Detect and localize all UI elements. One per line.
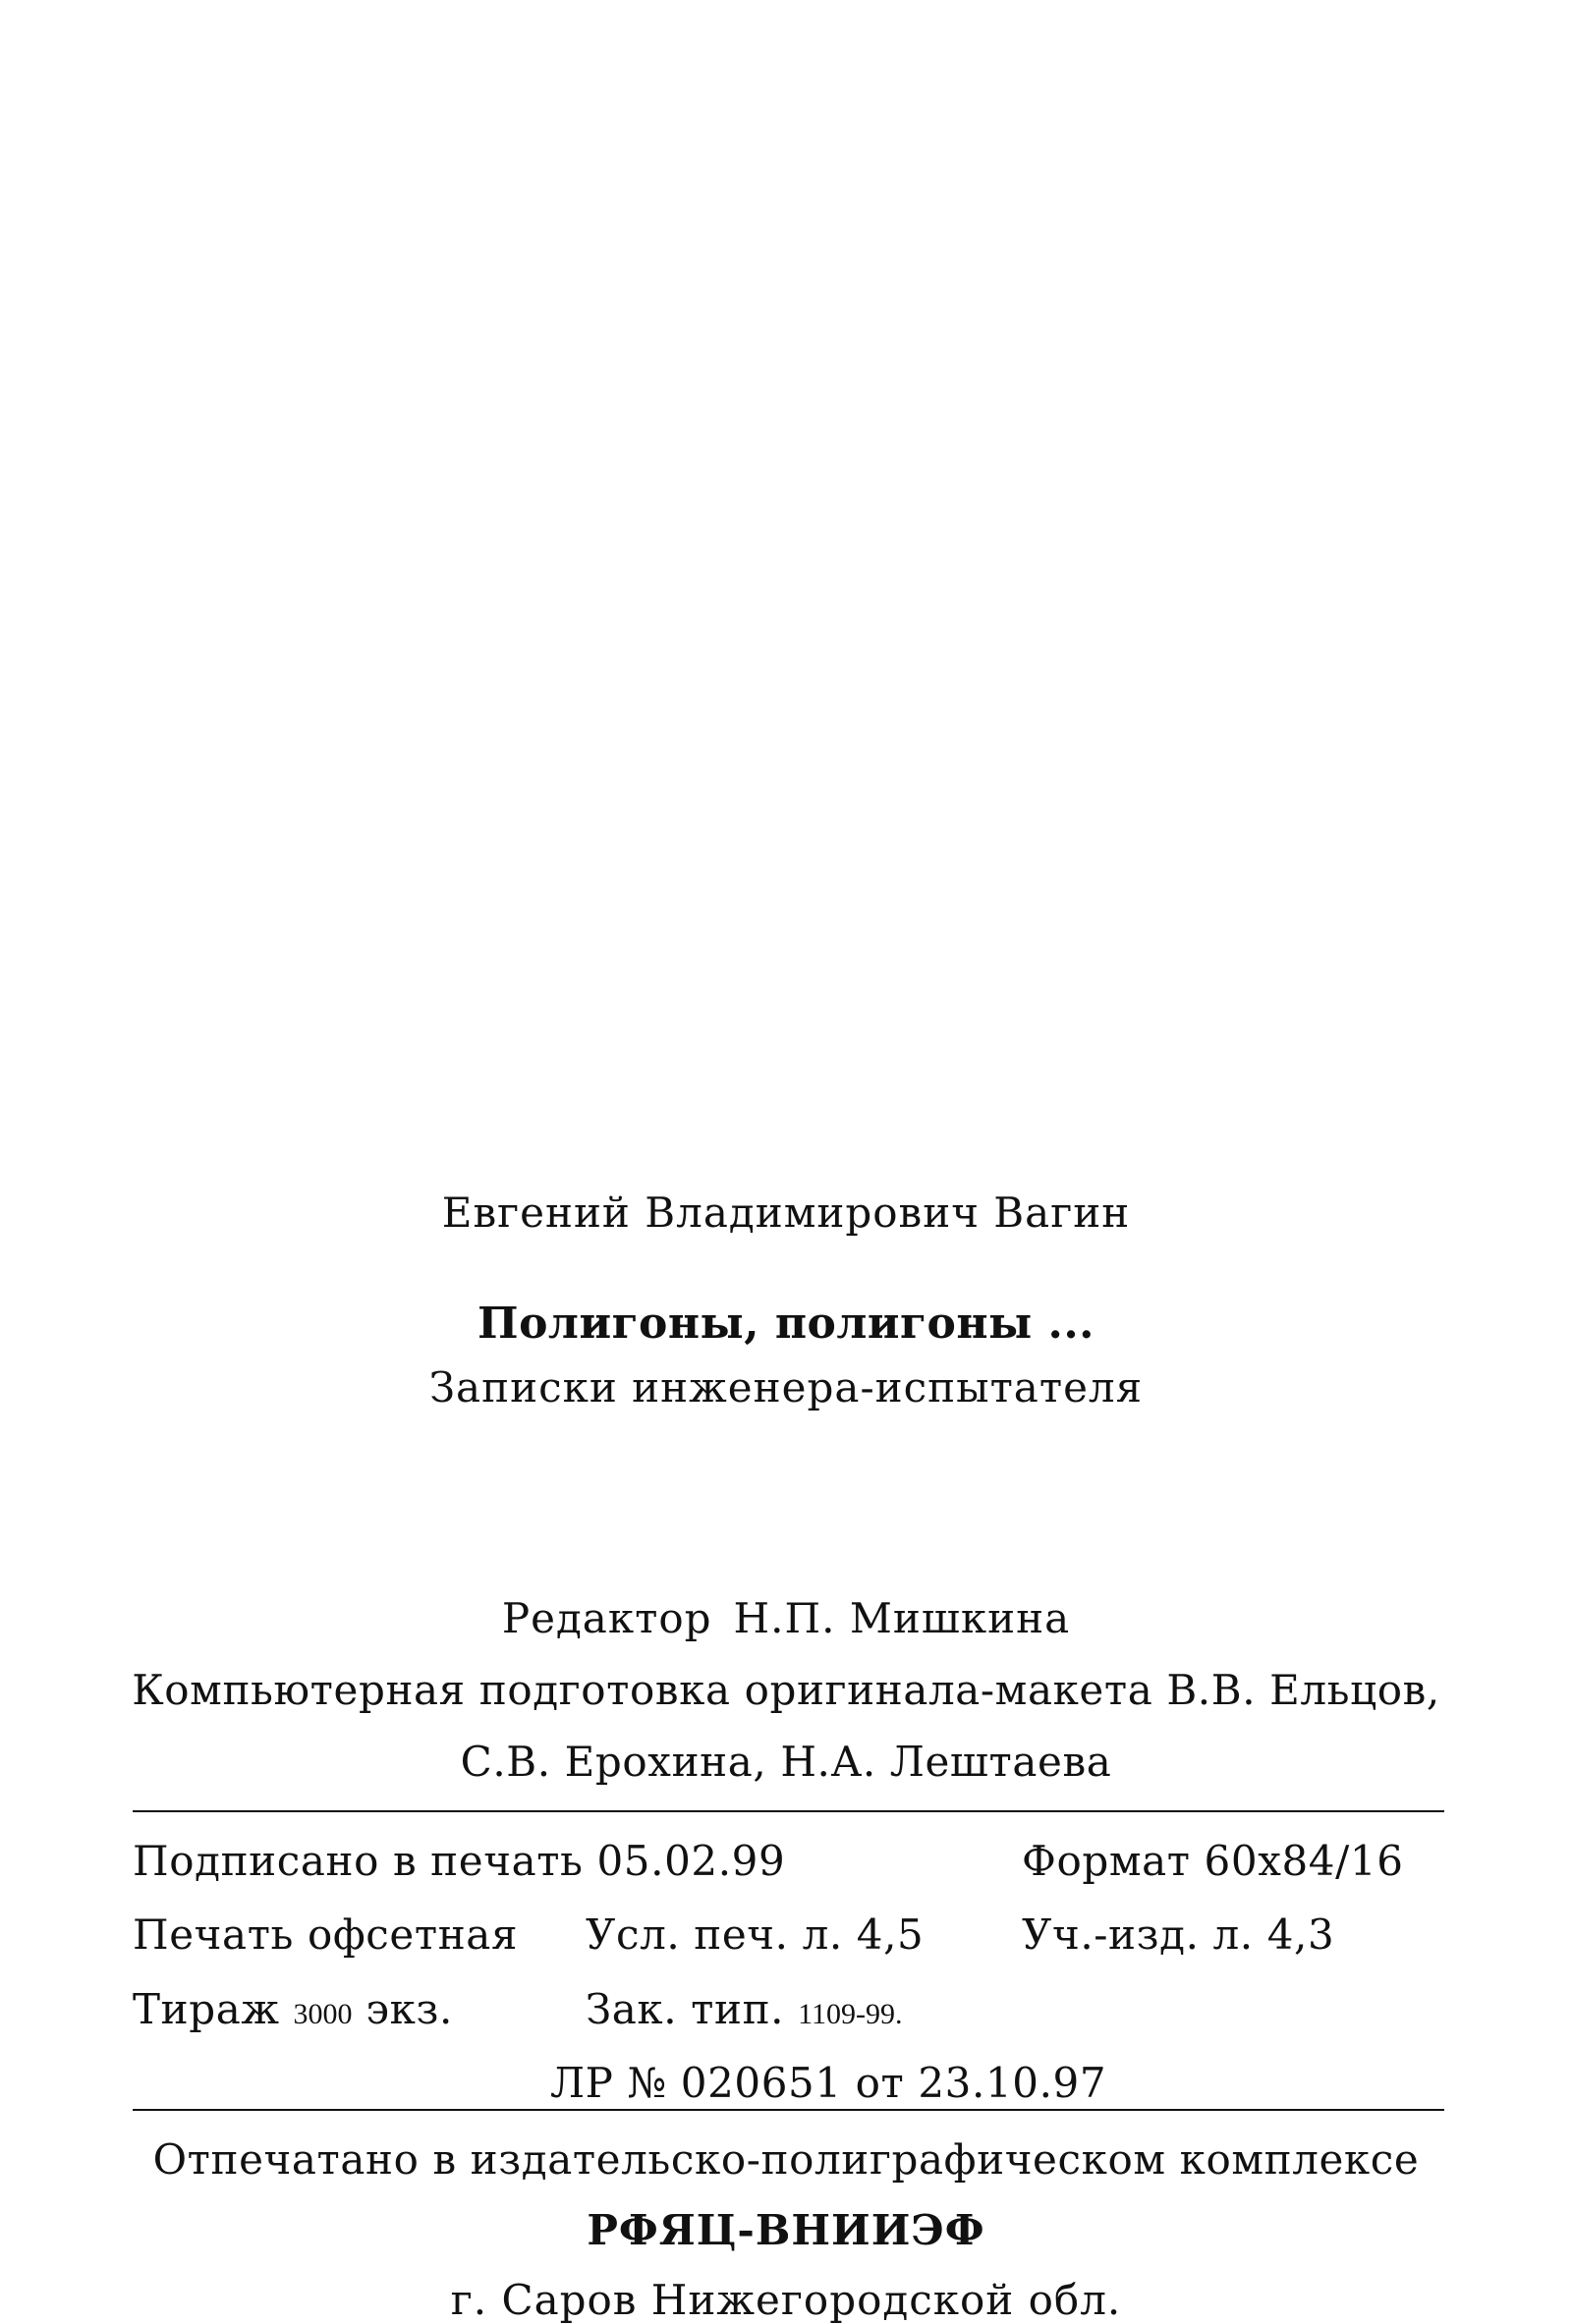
- license-number: 020651: [680, 2059, 842, 2107]
- signed-label: Подписано в печать: [133, 1837, 584, 1885]
- signed-for-print: [133, 1837, 786, 1885]
- printer-address: г. Саров Нижегородской обл.: [450, 2276, 1122, 2324]
- printed-at-line: Отпечатано в издательско-полиграфическом комплексе: [152, 2135, 1420, 2184]
- zak-value: 1109-99.: [798, 1998, 903, 2030]
- editor-name: Н.П. Мишкина: [733, 1594, 1071, 1642]
- license-date: 23.10.97: [918, 2059, 1107, 2107]
- uch-value: 4,3: [1266, 1910, 1335, 1959]
- conventional-sheets: [586, 1910, 925, 1959]
- bottom-divider: [133, 2109, 1444, 2111]
- uch-label: Уч.-изд. л.: [1022, 1910, 1254, 1959]
- zak-label: Зак. тип.: [586, 1985, 785, 2033]
- layout-credit-line-2: С.В. Ерохина, Н.А. Лештаева: [460, 1738, 1112, 1786]
- author-name: Евгений Владимирович Вагин: [441, 1189, 1131, 1237]
- license-label: ЛР №: [550, 2059, 667, 2107]
- license-line: [550, 2059, 1107, 2107]
- book-title: Полигоны, полигоны ...: [477, 1299, 1095, 1349]
- license-from: от: [855, 2059, 905, 2107]
- book-subtitle: Записки инженера-испытателя: [428, 1363, 1144, 1411]
- format-value: 60х84/16: [1204, 1837, 1404, 1885]
- signed-date: 05.02.99: [596, 1837, 786, 1885]
- usl-value: 4,5: [856, 1910, 925, 1959]
- editor-label: Редактор: [501, 1594, 712, 1642]
- paper-format: [1022, 1837, 1404, 1885]
- layout-credit-line-1: Компьютерная подготовка оригинала-макета В.В. Ельцов,: [132, 1666, 1440, 1714]
- printer-name: РФЯЦ-ВНИИЭФ: [587, 2206, 985, 2254]
- tirazh-label: Тираж: [133, 1985, 280, 2033]
- publisher-sheets: [1022, 1910, 1335, 1959]
- tirazh-unit: экз.: [365, 1985, 453, 2033]
- editor-line: [0, 1594, 1572, 1642]
- top-divider: [133, 1810, 1444, 1812]
- tirazh-value: 3000: [293, 1998, 353, 2030]
- usl-label: Усл. печ. л.: [586, 1910, 843, 1959]
- print-run: [133, 1985, 453, 2033]
- print-type: Печать офсетная: [133, 1910, 519, 1959]
- order-number: [586, 1985, 903, 2033]
- format-label: Формат: [1022, 1837, 1191, 1885]
